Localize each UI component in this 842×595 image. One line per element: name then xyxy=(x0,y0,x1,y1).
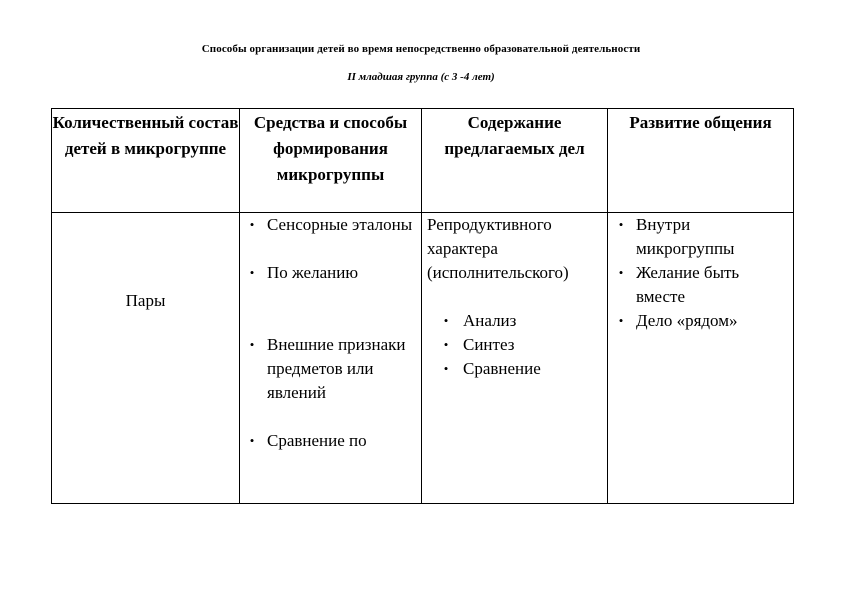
document-subtitle: II младшая группа (с 3 -4 лет) xyxy=(347,71,495,83)
list-item: • Анализ xyxy=(422,309,607,333)
header-communication: Развитие общения xyxy=(608,109,794,213)
formation-means-list xyxy=(240,213,421,453)
activity-content-list xyxy=(422,309,607,381)
bullet-icon: • xyxy=(618,265,624,280)
pairs-text: Пары xyxy=(125,291,166,310)
cell-formation-means xyxy=(240,213,422,504)
bullet-icon: • xyxy=(443,313,449,328)
cell-group-size xyxy=(52,213,240,504)
list-item: • Внутри микрогруппы xyxy=(608,213,793,261)
list-item: • По желанию xyxy=(240,261,421,285)
bullet-icon: • xyxy=(249,337,255,352)
list-item: • Синтез xyxy=(422,333,607,357)
header-group-size: Количественный состав детей в микрогруппе xyxy=(52,109,240,213)
reproductive-intro: Репродуктивного характера (исполнительского) xyxy=(427,215,569,282)
list-item: • Сравнение по xyxy=(240,429,421,453)
bullet-icon: • xyxy=(443,337,449,352)
bullet-icon: • xyxy=(618,313,624,328)
cell-activity-content xyxy=(422,213,608,504)
list-item: • Сенсорные эталоны xyxy=(240,213,421,237)
list-item: • Сравнение xyxy=(422,357,607,381)
header-formation-means: Средства и способы формирования микрогруппы xyxy=(240,109,422,213)
header-activity-content: Содержание предлагаемых дел xyxy=(422,109,608,213)
bullet-icon: • xyxy=(443,361,449,376)
table-row xyxy=(52,213,794,504)
list-item: • Дело «рядом» xyxy=(608,309,793,333)
bullet-icon: • xyxy=(618,217,624,232)
list-item: • Желание быть вместе xyxy=(608,261,793,309)
list-item: • Внешние признаки предметов или явлений xyxy=(240,333,421,405)
bullet-icon: • xyxy=(249,265,255,280)
organization-table xyxy=(51,108,794,504)
bullet-icon: • xyxy=(249,433,255,448)
document-title: Способы организации детей во время непосредственно образовательной деятельности xyxy=(201,43,641,55)
table-header-row xyxy=(52,109,794,213)
cell-communication xyxy=(608,213,794,504)
bullet-icon: • xyxy=(249,217,255,232)
communication-list xyxy=(608,213,793,333)
